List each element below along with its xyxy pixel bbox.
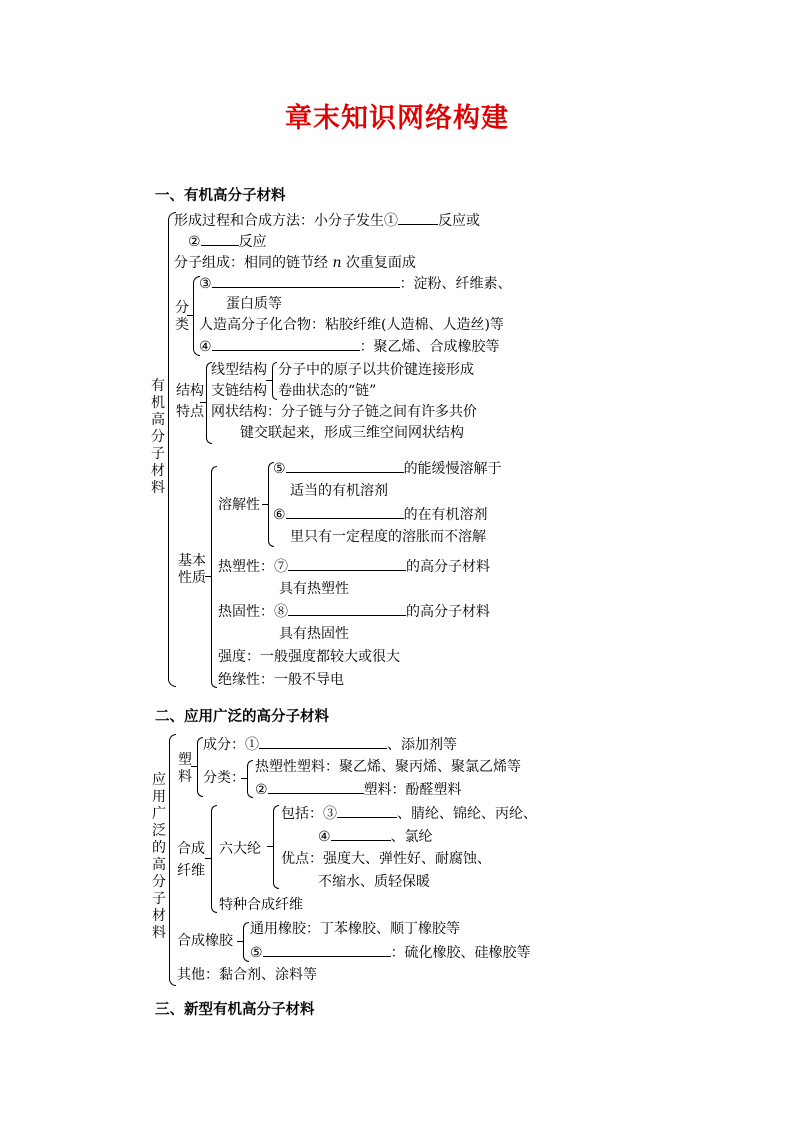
fiber-merits-cont: 不缩水、质轻保暖 [318,874,430,890]
blank-f3 [337,804,397,818]
solubility-item-6-cont: 里只有一定程度的溶胀而不溶解 [290,529,486,545]
basic-properties-brace [211,466,217,688]
six-fibers-label: 六大纶 [219,841,261,857]
section-heading-3: 三、新型有机高分子材料 [155,1002,315,1018]
blank-4 [212,337,360,351]
solubility-item-5: ⑤ 的能缓慢溶解于 [273,461,502,477]
strength: 强度：一般强度都较大或很大 [218,649,400,665]
composition-line: 分子组成：相同的链节经 n 次重复面成 [174,255,416,271]
blank-6 [286,505,404,519]
blank-5 [286,459,404,473]
part2-root-brace [169,734,176,986]
formation-line-2: ② 反应 [188,234,267,250]
part2-root-label: 应用广泛的高分子材料 [152,772,166,941]
network-structure: 网状结构：分子链与分子链之间有许多共价 [211,404,477,420]
thermoplastic-plastic: 热塑性塑料：聚乙烯、聚丙烯、聚氯乙烯等 [255,759,521,775]
section-heading-1: 一、有机高分子材料 [155,188,286,204]
thermosetting-cont: 具有热固性 [279,626,349,642]
class-item-4: ④ ：聚乙烯、合成橡胶等 [199,339,500,355]
linear-branched-brace [272,362,277,400]
plastic-label: 塑料 [178,752,192,785]
blank-7 [288,557,406,571]
others: 其他：黏合剂、涂料等 [177,967,317,983]
rubber-item-5: ⑤ ：硫化橡胶、硅橡胶等 [250,945,531,961]
blank-p1 [259,735,387,749]
special-fiber: 特种合成纤维 [219,897,303,913]
section-heading-2: 二、应用广泛的高分子材料 [155,709,329,725]
blank-p2 [268,780,364,794]
fiber-brace [211,805,217,913]
plastic-class-brace [247,760,253,798]
insulation: 绝缘性：一般不导电 [218,672,344,688]
thermoplasticity-cont: 具有热塑性 [279,581,349,597]
part1-root-brace [168,212,176,687]
network-structure-cont: 键交联起来，形成三维空间网状结构 [240,425,464,441]
classification-label: 分类 [175,300,189,333]
solubility-item-5-cont: 适当的有机溶剂 [290,483,388,499]
branched-structure: 支链结构 [211,383,267,399]
blank-1 [398,211,438,225]
basic-properties-label: 基本 性质 [178,553,206,586]
solubility-label: 溶解性 [218,497,260,513]
general-rubber: 通用橡胶：丁苯橡胶、顺丁橡胶等 [250,921,460,937]
structure-label-2: 特点 [176,404,204,420]
fiber-label-2: 纤维 [177,863,205,879]
plastic-composition: 成分：① 、添加剂等 [203,737,457,753]
formation-line: 形成过程和合成方法：小分子发生① 反应或 [174,213,480,229]
six-fibers-brace [273,805,279,889]
plastic-classify: 分类： [203,770,245,786]
linear-desc-2: 卷曲状态的“链” [278,383,377,399]
rubber-brace [243,922,249,962]
linear-structure: 线型结构 [211,362,267,378]
part1-root-label: 有机高分子材料 [151,378,165,496]
linear-desc-1: 分子中的原子以共价键连接形成 [278,362,474,378]
thermoset-plastic: ② 塑料：酚醛塑料 [255,782,462,798]
fiber-label-1: 合成 [177,841,205,857]
class-item-3-cont: 蛋白质等 [226,296,282,312]
class-item-man-made: 人造高分子化合物：粘胶纤维(人造棉、人造丝)等 [199,317,504,333]
fiber-include: 包括：③ 、腈纶、锦纶、丙纶、 [281,806,537,822]
fiber-merits: 优点：强度大、弹性好、耐腐蚀、 [281,851,491,867]
fiber-include-4: ④ 、氯纶 [318,829,433,845]
blank-8 [288,602,406,616]
class-item-3: ③ ：淀粉、纤维素、 [199,276,512,292]
blank-f4 [331,827,391,841]
thermosetting: 热固性：⑧ 的高分子材料 [218,604,490,620]
rubber-label: 合成橡胶 [177,933,233,949]
blank-r5 [263,943,391,957]
blank-3 [212,274,400,288]
thermoplasticity: 热塑性：⑦ 的高分子材料 [218,559,490,575]
blank-2 [201,232,239,246]
solubility-item-6: ⑥ 的在有机溶剂 [273,507,488,523]
page-title: 章末知识网络构建 [285,103,509,134]
structure-label-1: 结构 [176,383,204,399]
